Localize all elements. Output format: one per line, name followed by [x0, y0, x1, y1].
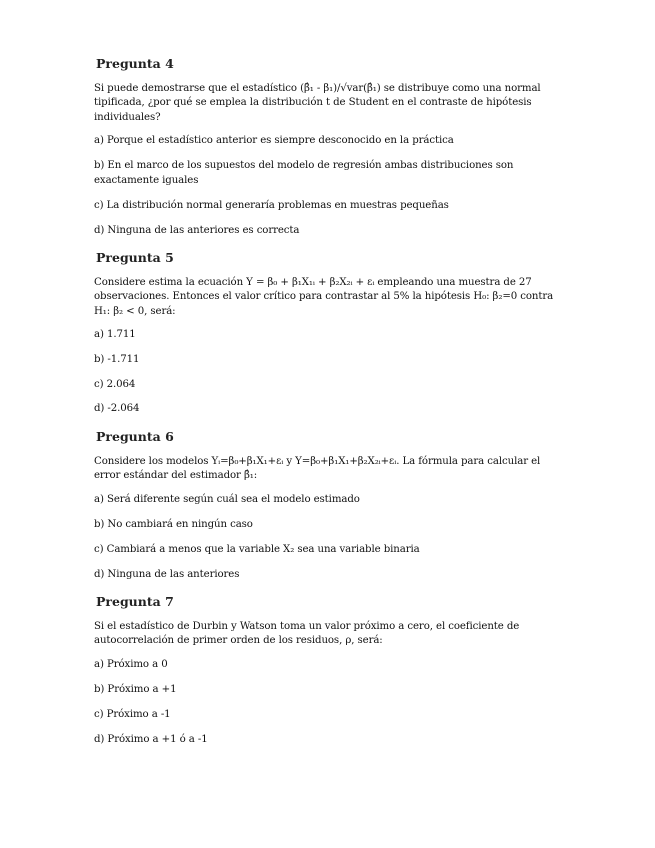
question-text: Considere los modelos Yᵢ=β₀+β₁X₁+εᵢ y Y=β₀+β₁X₁+β₂X₂ᵢ+εᵢ. La fórmula para calcular el error estándar del estimador β̂₁:: [94, 455, 541, 482]
question-text: Si el estadístico de Durbin y Watson toma un valor próximo a cero, el coeficiente de autocorrelación de primer orden de los residuos, ρ, será:: [94, 620, 520, 647]
question-title: Pregunta 6: [96, 428, 174, 444]
option-b: b) Próximo a +1: [94, 683, 177, 695]
question-7: [94, 594, 555, 747]
option-c: c) Cambiará a menos que la variable X₂ sea una variable binaria: [94, 543, 420, 555]
option-b: b) -1.711: [94, 353, 140, 365]
question-4: [94, 56, 555, 238]
question-6: [94, 429, 555, 582]
question-text: Si puede demostrarse que el estadístico (β̂₁ - β₁)/√var(β̂₁) se distribuye como una normal tipificada, ¿por qué se emplea la distribución t de Student en el contraste de hipótesis individuales?: [94, 83, 541, 123]
question-title: Pregunta 4: [96, 56, 174, 71]
option-b: b) En el marco de los supuestos del modelo de regresión ambas distribuciones son exactamente iguales: [94, 160, 514, 186]
option-d: d) Ninguna de las anteriores es correcta: [94, 224, 300, 236]
question-title: Pregunta 5: [96, 250, 174, 266]
option-a: a) 1.711: [94, 329, 136, 341]
question-5: [94, 250, 555, 417]
option-c: c) 2.064: [94, 378, 136, 390]
option-d: d) Ninguna de las anteriores: [94, 568, 240, 580]
option-b: b) No cambiará en ningún caso: [94, 518, 253, 530]
option-c: c) Próximo a -1: [94, 708, 171, 720]
option-c: c) La distribución normal generaría problemas en muestras pequeñas: [94, 199, 449, 211]
option-a: a) Próximo a 0: [94, 658, 168, 670]
option-d: d) -2.064: [94, 403, 140, 415]
option-a: a) Porque el estadístico anterior es siempre desconocido en la práctica: [94, 135, 454, 147]
option-d: d) Próximo a +1 ó a -1: [94, 733, 208, 745]
option-a: a) Será diferente según cuál sea el modelo estimado: [94, 493, 360, 505]
question-text: Considere estima la ecuación Y = β₀ + β₁X₁ᵢ + β₂X₂ᵢ + εᵢ empleando una muestra de 27 observaciones. Entonces el valor crítico para contrastar al 5% la hipótesis H₀: β₂=0 contra H₁: β₂ < 0, será:: [94, 277, 554, 317]
question-title: Pregunta 7: [96, 593, 174, 609]
